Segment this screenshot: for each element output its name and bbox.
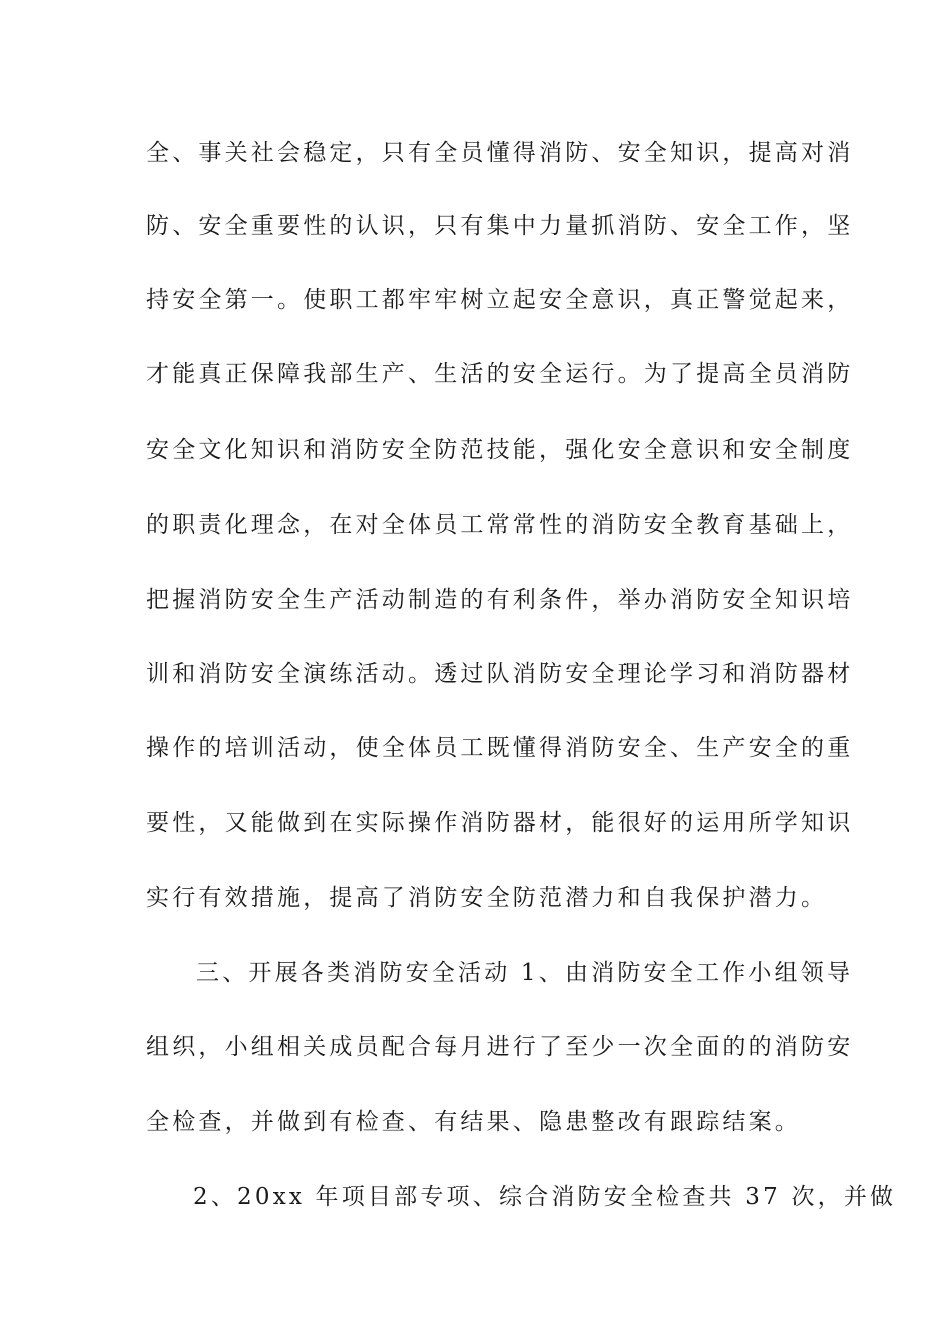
text-line: 要性，又能做到在实际操作消防器材，能很好的运用所学知识 xyxy=(146,810,854,836)
text-line: 全、事关社会稳定，只有全员懂得消防、安全知识，提高对消 xyxy=(146,140,854,166)
section-heading-line: 三、开展各类消防安全活动 1、由消防安全工作小组领导 xyxy=(196,960,854,986)
numbered-item-line: 2、20xx 年项目部专项、综合消防安全检查共 37 次，并做 xyxy=(193,1184,897,1210)
text-line: 防、安全重要性的认识，只有集中力量抓消防、安全工作，坚 xyxy=(146,213,854,239)
text-line: 安全文化知识和消防安全防范技能，强化安全意识和安全制度 xyxy=(146,437,854,463)
text-line: 持安全第一。使职工都牢牢树立起安全意识，真正警觉起来， xyxy=(146,287,854,313)
text-line: 全检查，并做到有检查、有结果、隐患整改有跟踪结案。 xyxy=(146,1109,801,1135)
text-line: 的职责化理念，在对全体员工常常性的消防安全教育基础上， xyxy=(146,512,854,538)
text-line: 训和消防安全演练活动。透过队消防安全理论学习和消防器材 xyxy=(146,661,854,687)
text-line: 实行有效措施，提高了消防安全防范潜力和自我保护潜力。 xyxy=(146,885,828,911)
text-line: 才能真正保障我部生产、生活的安全运行。为了提高全员消防 xyxy=(146,361,854,387)
text-line: 组织，小组相关成员配合每月进行了至少一次全面的的消防安 xyxy=(146,1034,854,1060)
text-line: 操作的培训活动，使全体员工既懂得消防安全、生产安全的重 xyxy=(146,735,854,761)
text-line: 把握消防安全生产活动制造的有利条件，举办消防安全知识培 xyxy=(146,587,854,613)
